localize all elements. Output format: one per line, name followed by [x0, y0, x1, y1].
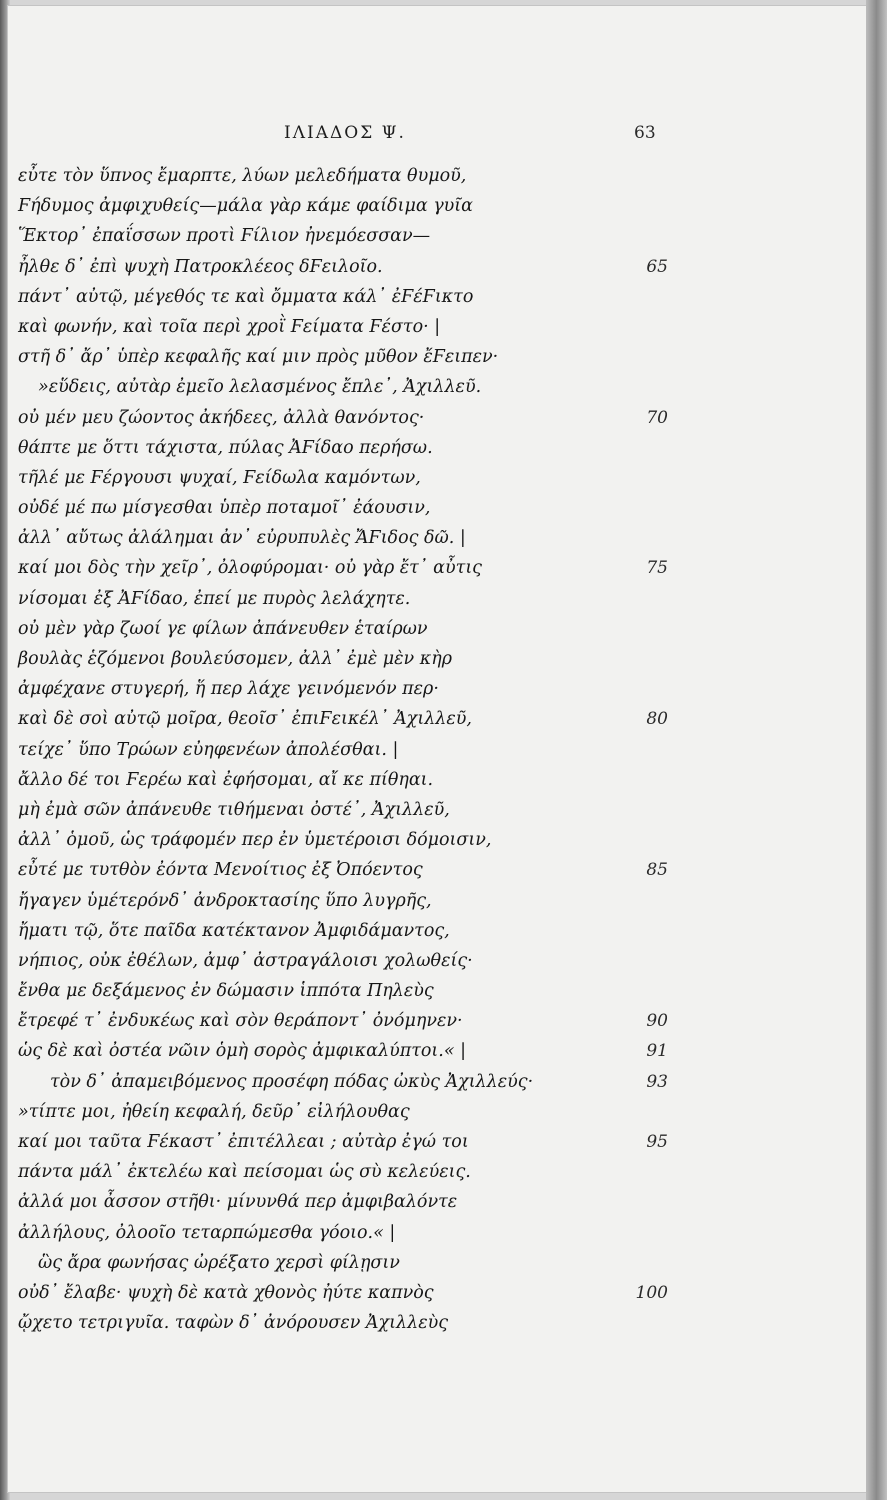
verse-text: καί μοι ταῦτα Ϝέκαστ᾽ ἐπιτέλλεαι ; αὐτὰρ ἐγώ τοι — [18, 1132, 469, 1152]
verse-line — [18, 1308, 658, 1338]
verse-text: τῆλέ με Ϝέργουσι ψυχαί, Ϝείδωλα καμόντων, — [18, 467, 421, 488]
verse-line — [18, 523, 658, 553]
verse-text: θάπτε με ὅττι τάχιστα, πύλας ἈϜίδαο περήσω. — [18, 437, 433, 458]
verse-line — [18, 976, 658, 1006]
verse-line — [18, 282, 658, 312]
verse-text: καὶ δὲ σοὶ αὐτῷ μοῖρα, θεοῖσ᾽ ἐπιϜεικέλ᾽ Ἀχιλλεῦ, — [18, 709, 472, 730]
verse-line — [18, 1097, 658, 1127]
verse-line — [18, 735, 658, 765]
verse-line — [18, 1006, 668, 1036]
running-title: ΙΛΙΑΔΟΣ Ψ. — [284, 123, 406, 143]
verse-text: ἔτρεφέ τ᾽ ἐνδυκέως καὶ σὸν θεράποντ᾽ ὀνόμηνεν· — [18, 1011, 463, 1032]
verse-text: »εὕδεις, αὐτὰρ ἐμεῖο λελασμένος ἔπλε᾽, Ἀχιλλεῦ. — [38, 377, 482, 398]
verse-line — [18, 372, 658, 402]
verse-text: ἤγαγεν ὑμέτερόνδ᾽ ἀνδροκτασίης ὕπο λυγρῆς, — [18, 890, 432, 911]
verse-text: νήπιος, οὐκ ἐθέλων, ἀμφ᾽ ἀστραγάλοισι χολωθείς· — [18, 950, 473, 971]
page-header — [0, 123, 887, 147]
verse-text: οὐδέ μέ πω μίσγεσθαι ὑπὲρ ποταμοῖ᾽ ἐάουσιν, — [18, 498, 431, 519]
verse-text: οὐδ᾽ ἔλαβε· ψυχὴ δὲ κατὰ χθονὸς ἠύτε καπνὸς — [18, 1282, 434, 1303]
line-number: 65 — [646, 256, 668, 277]
verse-text: οὐ μὲν γὰρ ζωοί γε φίλων ἀπάνευθεν ἑταίρων — [18, 618, 428, 639]
line-number: 93 — [646, 1071, 668, 1092]
line-number: 91 — [646, 1041, 668, 1062]
verse-text: ἀλλ᾽ αὔτως ἀλάλημαι ἀν᾽ εὐρυπυλὲς ἌϜιδος δῶ. | — [18, 528, 466, 549]
verse-line — [18, 946, 658, 976]
verse-text: εὖτε τὸν ὕπνος ἔμαρπτε, λύων μελεδήματα θυμοῦ, — [18, 166, 467, 186]
verse-line — [18, 916, 658, 946]
verse-line — [18, 614, 658, 644]
verse-text: καὶ φωνήν, καὶ τοῖα περὶ χροῒ Ϝείματα Ϝέστο· | — [18, 316, 441, 337]
verse-line — [18, 1036, 668, 1066]
verse-text: »τίπτε μοι, ἠθείη κεφαλή, δεῦρ᾽ εἰλήλουθας — [18, 1101, 410, 1122]
verse-text: ἤματι τῷ, ὅτε παῖδα κατέκτανον Ἀμφιδάμαντος, — [18, 920, 450, 941]
verse-line — [18, 644, 658, 674]
verse-text: ᾤχετο τετριγυῖα. ταφὼν δ᾽ ἀνόρουσεν Ἀχιλλεὺς — [18, 1313, 449, 1334]
verse-text: εὖτέ με τυτθὸν ἐόντα Μενοίτιος ἐξ Ὀπόεντος — [18, 860, 423, 881]
verse-text: ὡς δὲ καὶ ὀστέα νῶιν ὁμὴ σορὸς ἀμφικαλύπτοι.« | — [18, 1041, 467, 1062]
line-number: 70 — [646, 407, 668, 428]
line-number: 80 — [646, 709, 668, 730]
verse-line — [18, 704, 668, 734]
verse-line — [18, 553, 668, 583]
verse-text: ἀλλήλους, ὀλοοῖο τεταρπώμεσθα γόοιο.« | — [18, 1222, 396, 1243]
verse-text: πάντ᾽ αὐτῷ, μέγεθός τε καὶ ὄμματα κάλ᾽ ἐϜέϜικτο — [18, 286, 474, 307]
verse-block — [18, 161, 668, 1338]
page-edge-shadow — [866, 0, 887, 1500]
verse-line — [18, 584, 658, 614]
verse-line — [18, 493, 658, 523]
verse-text: οὐ μέν μευ ζώοντος ἀκήδεες, ἀλλὰ θανόντος· — [18, 407, 425, 428]
verse-line — [18, 855, 668, 885]
verse-line — [18, 1067, 668, 1097]
verse-line — [18, 463, 658, 493]
verse-line — [18, 433, 658, 463]
line-number: 85 — [646, 860, 668, 881]
verse-text: τὸν δ᾽ ἀπαμειβόμενος προσέφη πόδας ὠκὺς Ἀχιλλεύς· — [50, 1071, 534, 1092]
verse-line — [18, 191, 658, 221]
line-number: 90 — [646, 1011, 668, 1032]
verse-text: Ϝήδυμος ἀμφιχυθείς—μάλα γὰρ κάμε φαίδιμα γυῖα — [18, 196, 473, 217]
verse-text: ἄλλο δέ τοι Ϝερέω καὶ ἐφήσομαι, αἴ κε πίθηαι. — [18, 769, 434, 790]
verse-text: βουλὰς ἑζόμενοι βουλεύσομεν, ἀλλ᾽ ἐμὲ μὲν κὴρ — [18, 649, 453, 669]
verse-line — [18, 312, 658, 342]
verse-line — [18, 1187, 658, 1217]
verse-text: ἀλλά μοι ἆσσον στῆθι· μίνυνθά περ ἀμφιβαλόντε — [18, 1192, 458, 1213]
verse-text: πάντα μάλ᾽ ἐκτελέω καὶ πείσομαι ὡς σὺ κελεύεις. — [18, 1162, 471, 1183]
verse-text: ἔνθα με δεξάμενος ἐν δώμασιν ἱππότα Πηλεὺς — [18, 981, 434, 1002]
verse-line — [18, 1248, 658, 1278]
verse-line — [18, 252, 668, 282]
verse-line — [18, 403, 668, 433]
verse-line — [18, 825, 658, 855]
verse-line — [18, 161, 658, 191]
verse-line — [18, 1218, 658, 1248]
verse-text: ὣς ἄρα φωνήσας ὠρέξατο χερσὶ φίλῃσιν — [38, 1252, 400, 1273]
page-number: 63 — [634, 123, 656, 143]
verse-text: καί μοι δὸς τὴν χεῖρ᾽, ὀλοφύρομαι· οὐ γὰρ ἔτ᾽ αὖτις — [18, 558, 482, 579]
line-number: 100 — [635, 1282, 668, 1303]
verse-text: στῆ δ᾽ ἄρ᾽ ὑπὲρ κεφαλῆς καί μιν πρὸς μῦθον ἔϜειπεν· — [18, 347, 499, 368]
verse-line — [18, 886, 658, 916]
verse-line — [18, 674, 658, 704]
verse-line — [18, 1127, 668, 1157]
verse-text: Ἕκτορ᾽ ἐπαΐσσων προτὶ Ϝίλιον ἠνεμόεσσαν— — [18, 226, 431, 247]
line-number: 75 — [646, 558, 668, 579]
verse-line — [18, 342, 658, 372]
verse-line — [18, 221, 658, 251]
verse-text: τείχε᾽ ὕπο Τρώων εὐηφενέων ἀπολέσθαι. | — [18, 739, 399, 760]
verse-text: μὴ ἐμὰ σῶν ἀπάνευθε τιθήμεναι ὀστέ᾽, Ἀχιλλεῦ, — [18, 799, 450, 820]
verse-text: ἦλθε δ᾽ ἐπὶ ψυχὴ Πατροκλέεος δϜειλοῖο. — [18, 256, 383, 277]
verse-line — [18, 1278, 668, 1308]
line-number: 95 — [646, 1132, 668, 1152]
verse-text: ἀλλ᾽ ὁμοῦ, ὡς τράφομέν περ ἐν ὑμετέροισι δόμοισιν, — [18, 830, 492, 851]
verse-line — [18, 1157, 658, 1187]
verse-text: νίσομαι ἐξ ἈϜίδαο, ἐπεί με πυρὸς λελάχητε. — [18, 588, 411, 609]
verse-text: ἀμφέχανε στυγερή, ἥ περ λάχε γεινόμενόν περ· — [18, 679, 439, 700]
verse-line — [18, 765, 658, 795]
verse-line — [18, 795, 658, 825]
